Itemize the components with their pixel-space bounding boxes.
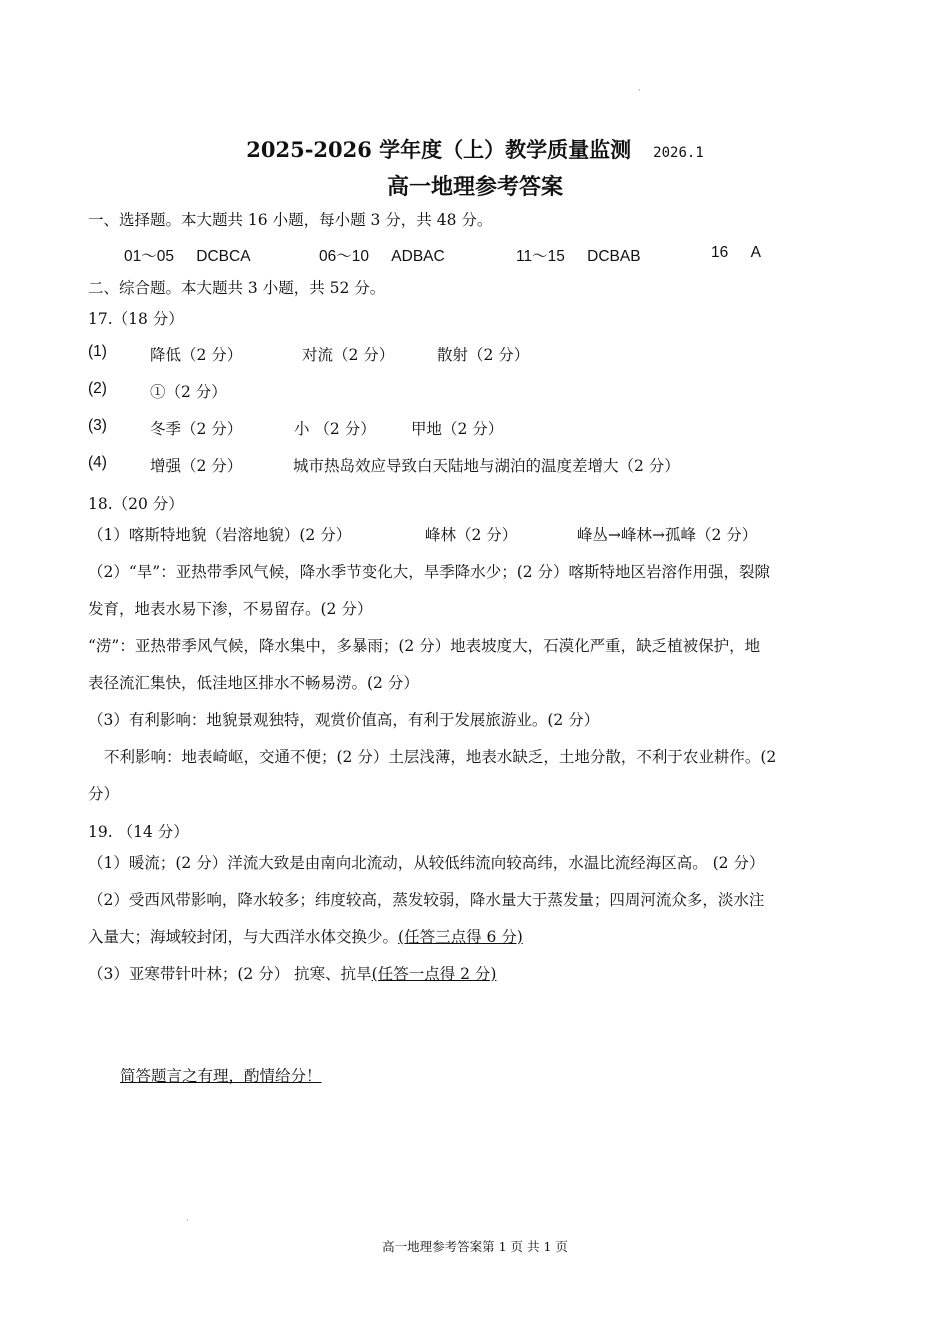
- section1-heading: 一、选择题。本大题共 16 小题，每小题 3 分，共 48 分。: [88, 211, 493, 229]
- mc-answer-group-3: [516, 244, 641, 266]
- exam-title-text: 2025-2026 学年度（上）教学质量监测: [246, 137, 632, 162]
- mc-answer-group-1: [124, 244, 251, 266]
- q19-heading: 19. （14 分）: [88, 823, 189, 841]
- scan-dot: ·: [186, 1216, 189, 1225]
- q17-answer: ①（2 分）: [150, 383, 227, 401]
- q17-row-num: (1): [88, 343, 107, 360]
- q18-text: 表径流汇集快，低洼地区排水不畅易涝。(2 分）: [88, 674, 419, 692]
- q18-answer: 峰林（2 分）: [425, 526, 518, 544]
- q17-row-num: (2): [88, 380, 107, 397]
- page-footer: 高一地理参考答案第 1 页 共 1 页: [382, 1239, 568, 1254]
- q17-answer: 城市热岛效应导致白天陆地与湖泊的温度差增大（2 分）: [293, 457, 680, 475]
- q18-text: 发育，地表水易下渗，不易留存。(2 分）: [88, 600, 373, 618]
- q18-answer: （1）喀斯特地貌（岩溶地貌）(2 分）: [88, 526, 352, 544]
- section2-heading: 二、综合题。本大题共 3 小题，共 52 分。: [88, 279, 386, 297]
- mc-range: 16: [711, 244, 729, 261]
- q19-text-part: 入量大；海域较封闭，与大西洋水体交换少。: [88, 928, 399, 946]
- q19-text: （1）暖流；(2 分）洋流大致是由南向北流动，从较低纬流向较高纬，水温比流经海区高。 (2 分）: [88, 854, 765, 872]
- grading-note: 简答题言之有理，酌情给分！: [120, 1067, 322, 1085]
- mc-answer-group-4: [711, 244, 761, 262]
- mc-range: 01～05: [124, 248, 174, 265]
- mc-letters: ADBAC: [391, 248, 445, 265]
- q19-text: （2）受西风带影响，降水较多；纬度较高，蒸发较弱，降水量大于蒸发量；四周河流众多，淡水注: [88, 891, 765, 909]
- q17-answer: 甲地（2 分）: [411, 420, 504, 438]
- q18-text: （2）“旱”：亚热带季风气候，降水季节变化大，旱季降水少；(2 分）喀斯特地区岩溶作用强，裂隙: [88, 563, 771, 581]
- q17-answer: 降低（2 分）: [150, 346, 243, 364]
- exam-date: 2026.1: [653, 145, 704, 161]
- q17-answer: 增强（2 分）: [150, 457, 243, 475]
- mc-range: 06～10: [319, 248, 369, 265]
- mc-letters: A: [750, 244, 761, 261]
- q17-answer: 冬季（2 分）: [150, 420, 243, 438]
- q19-text: [88, 925, 523, 947]
- q19-scoring-note: (任答一点得 2 分): [371, 965, 497, 983]
- q17-answer: 散射（2 分）: [437, 346, 530, 364]
- q18-text: “涝”：亚热带季风气候，降水集中，多暴雨；(2 分）地表坡度大，石漠化严重，缺乏植被保护，地: [88, 637, 761, 655]
- mc-answer-group-2: [319, 244, 445, 266]
- q19-scoring-note: (任答三点得 6 分): [398, 928, 523, 946]
- mc-letters: DCBCA: [196, 248, 251, 265]
- q18-text: （3）有利影响：地貌景观独特，观赏价值高，有利于发展旅游业。(2 分）: [88, 711, 600, 729]
- q18-heading: 18.（20 分）: [88, 495, 184, 513]
- q19-text-part: （3）亚寒带针叶林；(2 分） 抗寒、抗旱: [88, 965, 372, 983]
- q17-row-num: (3): [88, 417, 107, 434]
- scan-dot: ·: [638, 86, 641, 95]
- q17-row-num: (4): [88, 454, 107, 471]
- q19-text: [88, 962, 496, 984]
- q18-answer: 峰丛→峰林→孤峰（2 分）: [577, 526, 758, 544]
- mc-letters: DCBAB: [587, 248, 641, 265]
- exam-title: [0, 134, 950, 164]
- q17-answer: 小 （2 分）: [294, 420, 376, 438]
- q17-answer: 对流（2 分）: [302, 346, 395, 364]
- q17-heading: 17.（18 分）: [88, 310, 184, 328]
- exam-subtitle: 高一地理参考答案: [386, 174, 563, 200]
- q18-text: 分）: [88, 785, 120, 803]
- q18-text: 不利影响：地表崎岖，交通不便；(2 分）土层浅薄，地表水缺乏，土地分散，不利于农业耕作。(2: [104, 748, 777, 766]
- mc-range: 11～15: [516, 248, 565, 265]
